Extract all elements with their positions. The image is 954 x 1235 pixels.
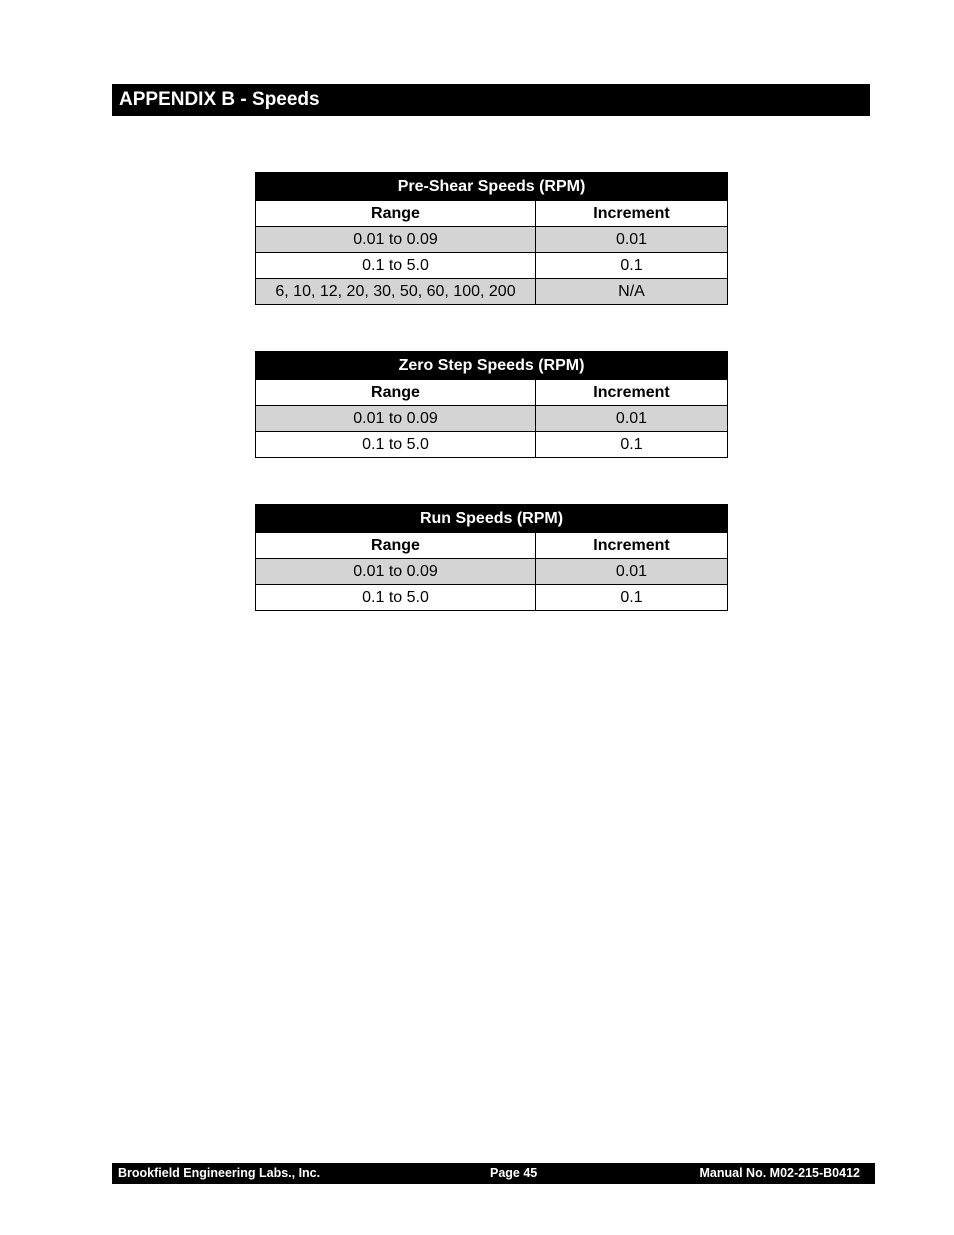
increment-cell: 0.1 [536, 585, 728, 611]
range-cell: 0.01 to 0.09 [256, 227, 536, 253]
table-row [256, 253, 728, 279]
table-title: Pre-Shear Speeds (RPM) [256, 173, 728, 201]
table-header-row [256, 533, 728, 559]
table-row [256, 279, 728, 305]
page-footer [112, 1163, 875, 1184]
table-title-row [256, 352, 728, 380]
range-column-header: Range [256, 380, 536, 406]
range-cell: 0.1 to 5.0 [256, 253, 536, 279]
increment-cell: 0.01 [536, 559, 728, 585]
increment-cell: N/A [536, 279, 728, 305]
increment-column-header: Increment [536, 201, 728, 227]
table-title: Zero Step Speeds (RPM) [256, 352, 728, 380]
range-column-header: Range [256, 533, 536, 559]
table-row [256, 432, 728, 458]
run-speeds-table [255, 504, 728, 611]
table-title-row [256, 173, 728, 201]
range-cell: 6, 10, 12, 20, 30, 50, 60, 100, 200 [256, 279, 536, 305]
increment-column-header: Increment [536, 533, 728, 559]
table-row [256, 406, 728, 432]
footer-manual-number: Manual No. M02-215-B0412 [699, 1166, 860, 1180]
increment-cell: 0.01 [536, 227, 728, 253]
table-row [256, 559, 728, 585]
footer-company: Brookfield Engineering Labs., Inc. [118, 1166, 321, 1180]
table-header-row [256, 201, 728, 227]
table-header-row [256, 380, 728, 406]
range-cell: 0.1 to 5.0 [256, 432, 536, 458]
range-cell: 0.01 to 0.09 [256, 406, 536, 432]
increment-cell: 0.1 [536, 253, 728, 279]
table-title-row [256, 505, 728, 533]
appendix-title: APPENDIX B - Speeds [112, 84, 870, 116]
increment-cell: 0.01 [536, 406, 728, 432]
footer-page-number: Page 45 [490, 1166, 538, 1180]
range-column-header: Range [256, 201, 536, 227]
range-cell: 0.01 to 0.09 [256, 559, 536, 585]
increment-column-header: Increment [536, 380, 728, 406]
table-title: Run Speeds (RPM) [256, 505, 728, 533]
zero-step-speeds-table [255, 351, 728, 458]
pre-shear-speeds-table [255, 172, 728, 305]
table-row [256, 585, 728, 611]
range-cell: 0.1 to 5.0 [256, 585, 536, 611]
table-row [256, 227, 728, 253]
increment-cell: 0.1 [536, 432, 728, 458]
